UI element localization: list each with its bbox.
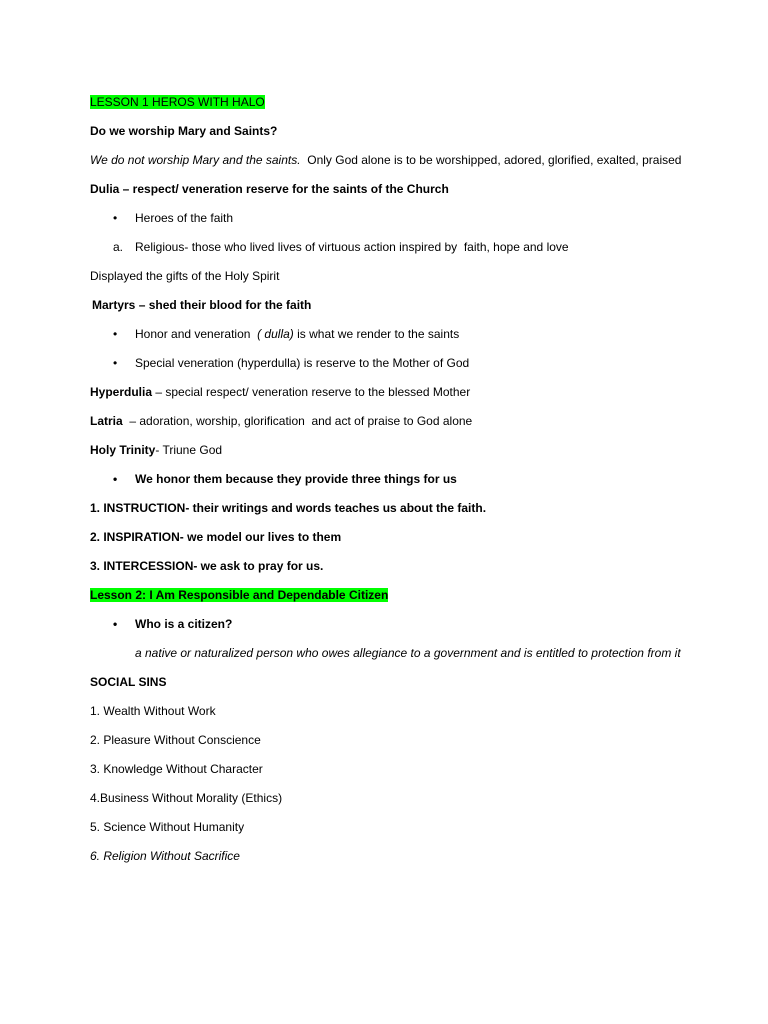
bullet-honor-reason [90,470,690,489]
latria-term: Latria [90,414,123,428]
social-sin-item: 1. Wealth Without Work [90,704,216,718]
lesson1-title: LESSON 1 HEROS WITH HALO [90,95,265,109]
social-sin-item: 2. Pleasure Without Conscience [90,733,261,747]
honor-reason-text: We honor them because they provide three things for us [135,472,457,486]
list-item-a-text: Religious- those who lived lives of virtuous action inspired by faith, hope and love [135,240,569,254]
intercession-line: 3. INTERCESSION- we ask to pray for us. [90,559,324,573]
social-sin-item: 3. Knowledge Without Character [90,762,263,776]
social-sin-item: 6. Religion Without Sacrifice [90,849,240,863]
inspiration-line: 2. INSPIRATION- we model our lives to them [90,530,342,544]
social-sin-item: 4.Business Without Morality (Ethics) [90,791,283,805]
worship-question: Do we worship Mary and Saints? [90,124,278,138]
instruction-line: 1. INSTRUCTION- their writings and words teaches us about the faith. [90,501,487,515]
honor-post: is what we render to the saints [293,327,460,341]
bullet-marker: • [113,211,118,225]
social-sins-heading: SOCIAL SINS [90,675,167,689]
social-sin-item: 5. Science Without Humanity [90,820,245,834]
bullet-marker: • [113,327,118,341]
trinity-term: Holy Trinity [90,443,156,457]
lesson2-title: Lesson 2: I Am Responsible and Dependable Citizen [90,588,389,602]
trinity-line [90,441,690,460]
bullet-marker: • [113,617,118,631]
hyperdulia-line [90,383,690,402]
latria-def: – adoration, worship, glorification and act of praise to God alone [122,414,473,428]
hyperdulia-term: Hyperdulia [90,385,153,399]
dulia-heading: Dulia – respect/ veneration reserve for the saints of the Church [90,182,449,196]
citizen-question-text: Who is a citizen? [135,617,233,631]
bullet-marker: • [113,356,118,370]
bullet-heroes-text: Heroes of the faith [135,211,234,225]
citizen-definition: a native or naturalized person who owes allegiance to a government and is entitled to protection from it [135,646,681,660]
martyrs-heading: Martyrs – shed their blood for the faith [92,298,312,312]
trinity-def: - Triune God [155,443,223,457]
worship-answer [90,151,690,170]
special-veneration-text: Special veneration (hyperdulla) is reserve to the Mother of God [135,356,470,370]
lesson1-title-line [90,93,690,112]
hyperdulia-def: – special respect/ veneration reserve to the blessed Mother [152,385,471,399]
bullet-citizen-question [90,615,690,634]
lesson2-title-line [90,586,690,605]
bullet-heroes [90,209,690,228]
bullet-honor [90,325,690,344]
list-item-a [90,238,690,257]
latria-line [90,412,690,431]
document-content [90,93,690,876]
honor-pre: Honor and veneration [135,327,258,341]
list-marker-a: a. [113,240,124,254]
bullet-marker: • [113,472,118,486]
gifts-line: Displayed the gifts of the Holy Spirit [90,269,280,283]
worship-answer-italic: We do not worship Mary and the saints. [90,153,301,167]
worship-answer-rest: Only God alone is to be worshipped, adored, glorified, exalted, praised [300,153,682,167]
honor-italic: ( dulla) [257,327,294,341]
bullet-special-veneration [90,354,690,373]
